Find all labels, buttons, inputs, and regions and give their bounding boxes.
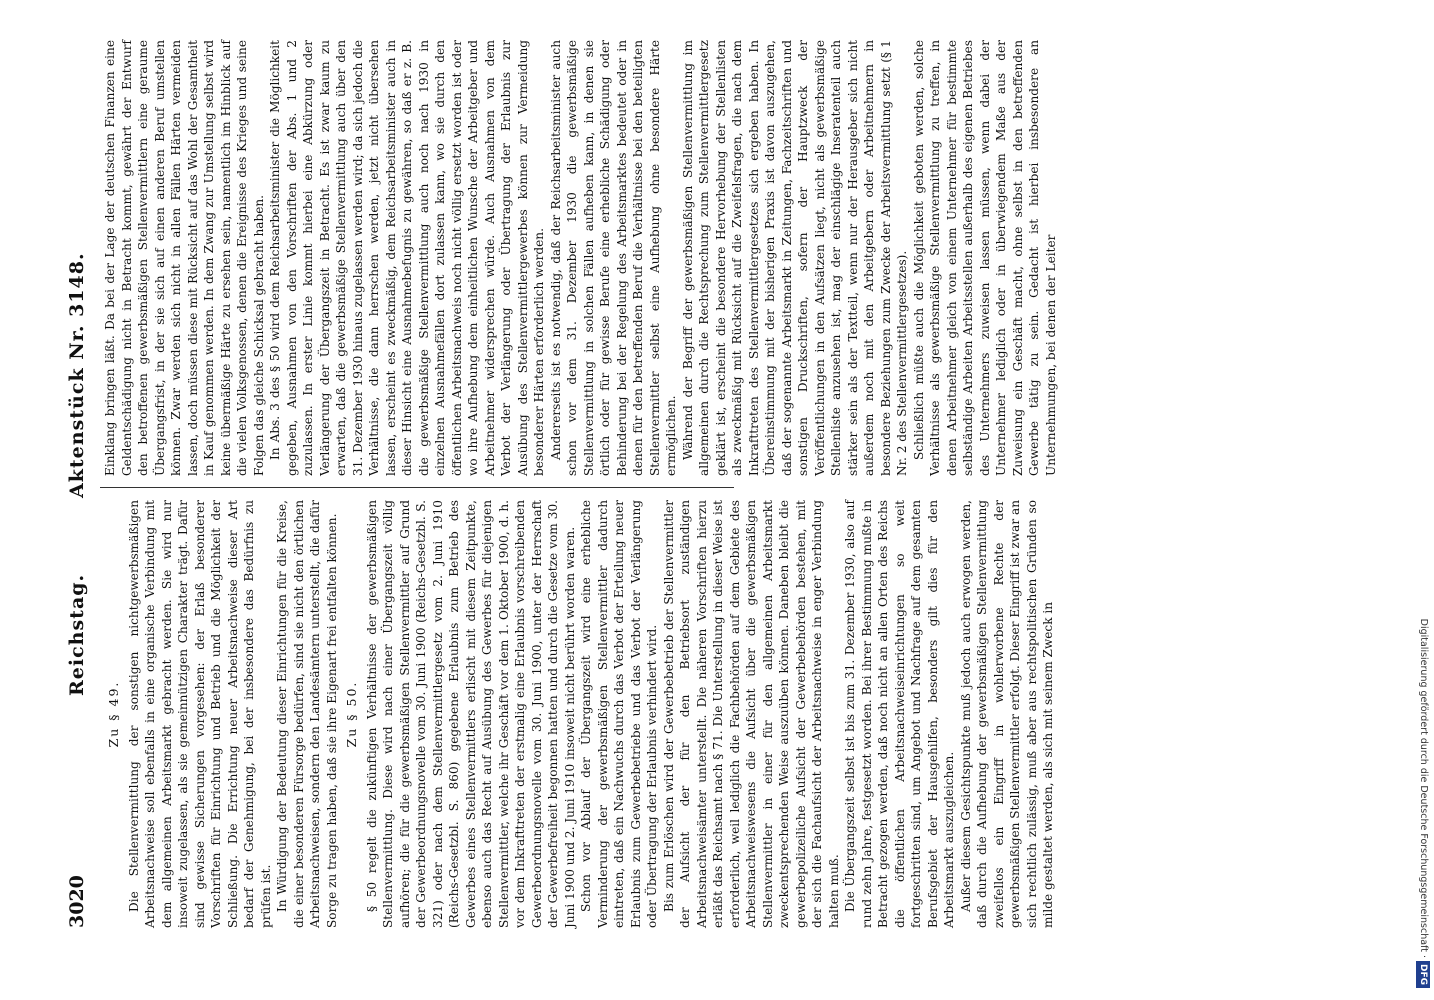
credit-text: Digitalisierung gefördert durch die Deutsche Forschungsgemeinschaft ·	[1418, 618, 1429, 958]
section-heading-50: Zu § 50.	[344, 680, 359, 748]
paragraph: Schon vor Ablauf der Übergangszeit wird eine erhebliche Verminderung der gewerbsmäßigen Stellenvermittler dadurch eintreten, daß ein Nachwuchs durch das Verbot der Erteilung neuer Erlaubnis zum Gewerbebetriebe und das Verbot der Verlängerung oder Übertragung der Erlaubnis verhindert wird.	[579, 500, 659, 928]
paragraph: Die Übergangszeit selbst ist bis zum 31. Dezember 1930, also auf rund zehn Jahre, festgesetzt worden. Bei ihrer Bestimmung mußte in Betracht gezogen werden, daß noch nicht an allen Orten des Reichs die öffentlichen Arbeitsnachweiseinrichtungen so weit fortgeschritten sind, um Angebot und Nachfrage auf dem gesamten Berufsgebiet der Hausgehilfen, besonders gilt dies für den Arbeitsmarkt auszugleichen.	[843, 500, 956, 928]
left-column	[102, 500, 1055, 928]
section-heading-49: Zu § 49.	[106, 680, 121, 748]
paragraph: Einklang bringen läßt. Da bei der Lage der deutschen Finanzen eine Geldentschädigung nicht in Betracht kommt, gewährt der Entwurf den betroffenen gewerbsmäßigen Stellenvermittlern eine geraume Übergangsfrist, in der sie sich auf einen anderen Beruf umstellen können. Zwar werden sich nicht in allen Fällen Härten vermeiden lassen, doch müssen diese mit Rücksicht auf das Wohl der Gesamtheit in Kauf genommen werden. In dem Zwang zur Umstellung selbst wird keine übermäßige Härte zu ersehen sein, namentlich im Hinblick auf die vielen Volksgenossen, denen die Ereignisse des Krieges und seine Folgen das gleiche Schicksal gebracht haben.	[103, 40, 266, 476]
rotated-document-page	[60, 38, 1058, 928]
column-divider	[100, 487, 734, 488]
paragraph: Während der Begriff der gewerbsmäßigen Stellenvermittlung im allgemeinen durch die Rechtsprechung zum Stellenvermittlergesetz geklärt ist, erscheint die besondere Hervorhebung der Stellenlisten als zweckmäßig mit Rücksicht auf die Zweifelsfragen, die nach dem Inkrafttreten des Stellenvermittlergesetzes sich ergeben haben. In Übereinstimmung mit der bisherigen Praxis ist davon auszugehen, daß der sogenannte Arbeitsmarkt in Zeitungen, Fachzeitschriften und sonstigen Druckschriften, sofern der Hauptzweck der Veröffentlichungen in den Aufsätzen liegt, nicht als gewerbsmäßige Stellenliste anzusehen ist, mag der einschlägige Inseratenteil auch stärker sein als der Textteil, wenn nur der Herausgeber sich nicht außerdem noch mit den Arbeitgebern oder Arbeitnehmern in besondere Beziehungen zum Zwecke der Arbeitsvermittlung setzt (§ 1 Nr. 2 des Stellenvermittlergesetzes).	[680, 40, 909, 476]
page-header	[60, 38, 94, 928]
paragraph: Bis zum Erlöschen wird der Gewerbebetrieb der Stellenvermittler der Aufsicht der für den Betriebsort zuständigen Arbeitsnachweisämter unterstellt. Die näheren Vorschriften hierzu erläßt das Reichsamt nach § 71. Die Unterstellung in dieser Weise ist erforderlich, weil lediglich die Fachbehörden auf dem Gebiete des Arbeitsnachweiswesens die Aufsicht über die gewerbsmäßigen Stellenvermittler in einer für den allgemeinen Arbeitsmarkt zweckentsprechenden Weise auszuüben können. Daneben bleibt die gewerbepolizeiliche Aufsicht der Gewerbebehörden bestehen, mit der sich die Fachaufsicht der Arbeitsnachweise in enger Verbindung halten muß.	[661, 500, 841, 928]
digitization-credit	[1416, 8, 1430, 988]
paragraph: Schließlich müßte auch die Möglichkeit geboten werden, solche Verhältnisse als gewerbsmäßige Stellenvermittlung zu treffen, in denen Arbeitnehmer gleich von einem Unternehmer für bestimmte selbständige Arbeiten Arbeitsstellen außerhalb des eigenen Betriebes des Unternehmers zuweisen lassen müssen, wenn dabei der Unternehmer lediglich oder in überwiegendem Maße aus der Zuweisung ein Geschäft macht, ohne selbst in den betreffenden Gewerbe tätig zu sein. Gedacht ist hierbei insbesondere an Unternehmungen, bei denen der Leiter	[911, 40, 1058, 476]
paragraph: Andererseits ist es notwendig, daß der Reichsarbeitsminister auch schon vor dem 31. Dezember 1930 die gewerbsmäßige Stellenvermittlung in solchen Fällen aufheben kann, in denen sie örtlich oder für gewisse Berufe eine erhebliche Schädigung oder Behinderung bei der Regelung des Arbeitsmarktes bedeutet oder in denen für den betreffenden Beruf die Verhältnisse bei den beteiligten Stellenvermittler selbst eine Aufhebung ohne besondere Härte ermöglichen.	[548, 40, 678, 476]
page-number: 3020	[66, 875, 88, 928]
paragraph: In Abs. 3 des § 50 wird dem Reichsarbeitsminister die Möglichkeit gegeben, Ausnahmen von den Vorschriften der Abs. 1 und 2 zuzulassen. In erster Linie kommt hierbei eine Abkürzung oder Verlängerung der Übergangszeit in Betracht. Es ist zwar kaum zu erwarten, daß die gewerbsmäßige Stellenvermittlung auch über den 31. Dezember 1930 hinaus zugelassen werden wird; da sich jedoch die Verhältnisse, die dann herrschen werden, jetzt nicht übersehen lassen, erscheint es zweckmäßig, dem Reichsarbeitsminister auch in dieser Hinsicht eine Ausnahmebefugnis zu gewähren, so daß er z. B. die gewerbsmäßige Stellenvermittlung auch noch nach 1930 in einzelnen Ausnahmefällen dort zulassen kann, wo sie durch den öffentlichen Arbeitsnachweis noch nicht völlig ersetzt worden ist oder wo ihre Aufhebung dem einheitlichen Wunsche der Arbeitgeber und Arbeitnehmer widersprechen würde. Auch Ausnahmen von dem Verbot der Verlängerung oder Übertragung der Erlaubnis zur Ausübung des Stellenvermittlergewerbes können zur Vermeidung besonderer Härten erforderlich werden.	[268, 40, 546, 476]
header-right-title: Aktenstück Nr. 3148.	[66, 252, 88, 498]
header-left-title: Reichstag.	[66, 573, 88, 696]
dfg-logo-badge: DFG	[1416, 961, 1430, 988]
paragraph: In Würdigung der Bedeutung dieser Einrichtungen für die Kreise, die einer besonderen Fürsorge bedürfen, sind sie nicht den örtlichen Arbeitsnachweisen, sondern den Landesämtern unterstellt, die dafür Sorge zu tragen haben, daß sie ihre Eigenart frei entfalten können.	[275, 500, 339, 928]
digitization-credit-sidebar	[1416, 4, 1430, 996]
paragraph: Die Stellenvermittlung der sonstigen nichtgewerbsmäßigen Arbeitsnachweise soll ebenfalls in eine organische Verbindung mit dem allgemeinen Arbeitsmarkt gebracht werden. Sie wird nur insoweit zugelassen, als sie gemeinnützigen Charakter trägt. Dafür sind gewisse Sicherungen vorgesehen: der Erlaß besonderer Vorschriften für Einrichtung und Betrieb und die Möglichkeit der Schließung. Die Errichtung neuer Arbeitsnachweise dieser Art bedarf der Genehmigung, bei der insbesondere das Bedürfnis zu prüfen ist.	[126, 500, 273, 928]
paragraph: § 50 regelt die zukünftigen Verhältnisse der gewerbsmäßigen Stellenvermittlung. Diese wird nach einer Übergangszeit völlig aufhören; die für die gewerbsmäßigen Stellenvermittler auf Grund der Gewerbeordnungsnovelle vom 30. Juni 1900 (Reichs-Gesetzbl. S. 321) oder nach dem Stellenvermittlergesetz vom 2. Juni 1910 (Reichs-Gesetzbl. S. 860) gegebene Erlaubnis zum Betrieb des Gewerbes eines Stellenvermittlers erlischt mit diesem Zeitpunkte, ebenso auch das Recht auf Ausübung des Gewerbes für diejenigen Stellenvermittler, welche ihr Geschäft vor dem 1. Oktober 1900, d. h. vor dem Inkrafttreten der erstmalig eine Erlaubnis vorschreibenden Gewerbeordnungsnovelle vom 30. Juni 1900, unter der Herrschaft der Gewerbefreiheit begonnen hatten und durch die Gesetze vom 30. Juni 1900 und 2. Juni 1910 insoweit nicht berührt worden waren.	[364, 500, 577, 928]
paragraph: Außer diesem Gesichtspunkte muß jedoch auch erwogen werden, daß durch die Aufhebung der gewerbsmäßigen Stellenvermittlung zweifellos ein Eingriff in wohlerworbene Rechte der gewerbsmäßigen Stellenvermittler erfolgt. Dieser Eingriff ist zwar an sich rechtlich zulässig, muß aber aus rechtspolitischen Gründen so milde gestaltet werden, als sich mit seinem Zweck in	[958, 500, 1055, 928]
right-column	[102, 40, 1058, 476]
